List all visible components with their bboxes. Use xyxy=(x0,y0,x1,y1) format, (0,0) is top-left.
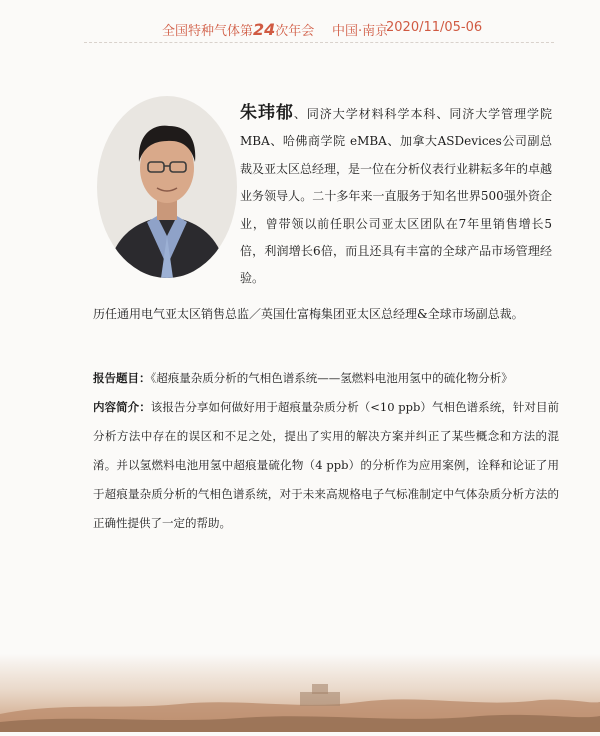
report-summary-label: 内容简介： xyxy=(93,400,151,414)
footer-landscape-banner xyxy=(0,654,600,732)
report-section xyxy=(93,364,559,538)
speaker-portrait xyxy=(97,96,237,278)
speaker-bio-text: 、同济大学材料科学本科、同济大学管理学院MBA、哈佛商学院 eMBA、加拿大ASDevices公司副总裁及亚太区总经理，是一位在分析仪表行业耕耘多年的卓越业务领导人。二十多年来一直服务于知名世界500强外资企业，曾带领以前任职公司亚太区团队在7年里销售增长5倍，利润增长6倍，而且还具有丰富的全球产品市场管理经验。 xyxy=(240,107,553,286)
conference-number: 24 xyxy=(253,20,276,39)
speaker-bio-continued: 历任通用电气亚太区销售总监／英国仕富梅集团亚太区总经理&全球市场副总裁。 xyxy=(93,307,524,321)
conference-location: 中国·南京 xyxy=(332,24,389,39)
conference-date: 2020/11/05-06 xyxy=(386,20,483,35)
speaker-name: 朱玮郁 xyxy=(240,103,294,123)
header-divider xyxy=(84,42,554,43)
report-title-label: 报告题目： xyxy=(93,371,151,385)
report-title-line xyxy=(93,364,559,393)
conference-title: 全国特种气体第24次年会 xyxy=(162,20,315,39)
report-summary-block xyxy=(93,393,559,538)
speaker-bio xyxy=(240,100,552,293)
report-summary: 该报告分享如何做好用于超痕量杂质分析（<10 ppb）气相色谱系统，针对目前分析方法中存在的误区和不足之处，提出了实用的解决方案并纠正了某些概念和方法的混淆。并以氢燃料电池用氢中超痕量硫化物（4 ppb）的分析作为应用案例，诠释和论证了用于超痕量杂质分析的气相色谱系统，对于未来高规格电子气标准制定中气体杂质分析方法的正确性提供了一定的帮助。 xyxy=(93,400,560,530)
report-title: 《超痕量杂质分析的气相色谱系统——氢燃料电池用氢中的硫化物分析》 xyxy=(150,371,513,385)
